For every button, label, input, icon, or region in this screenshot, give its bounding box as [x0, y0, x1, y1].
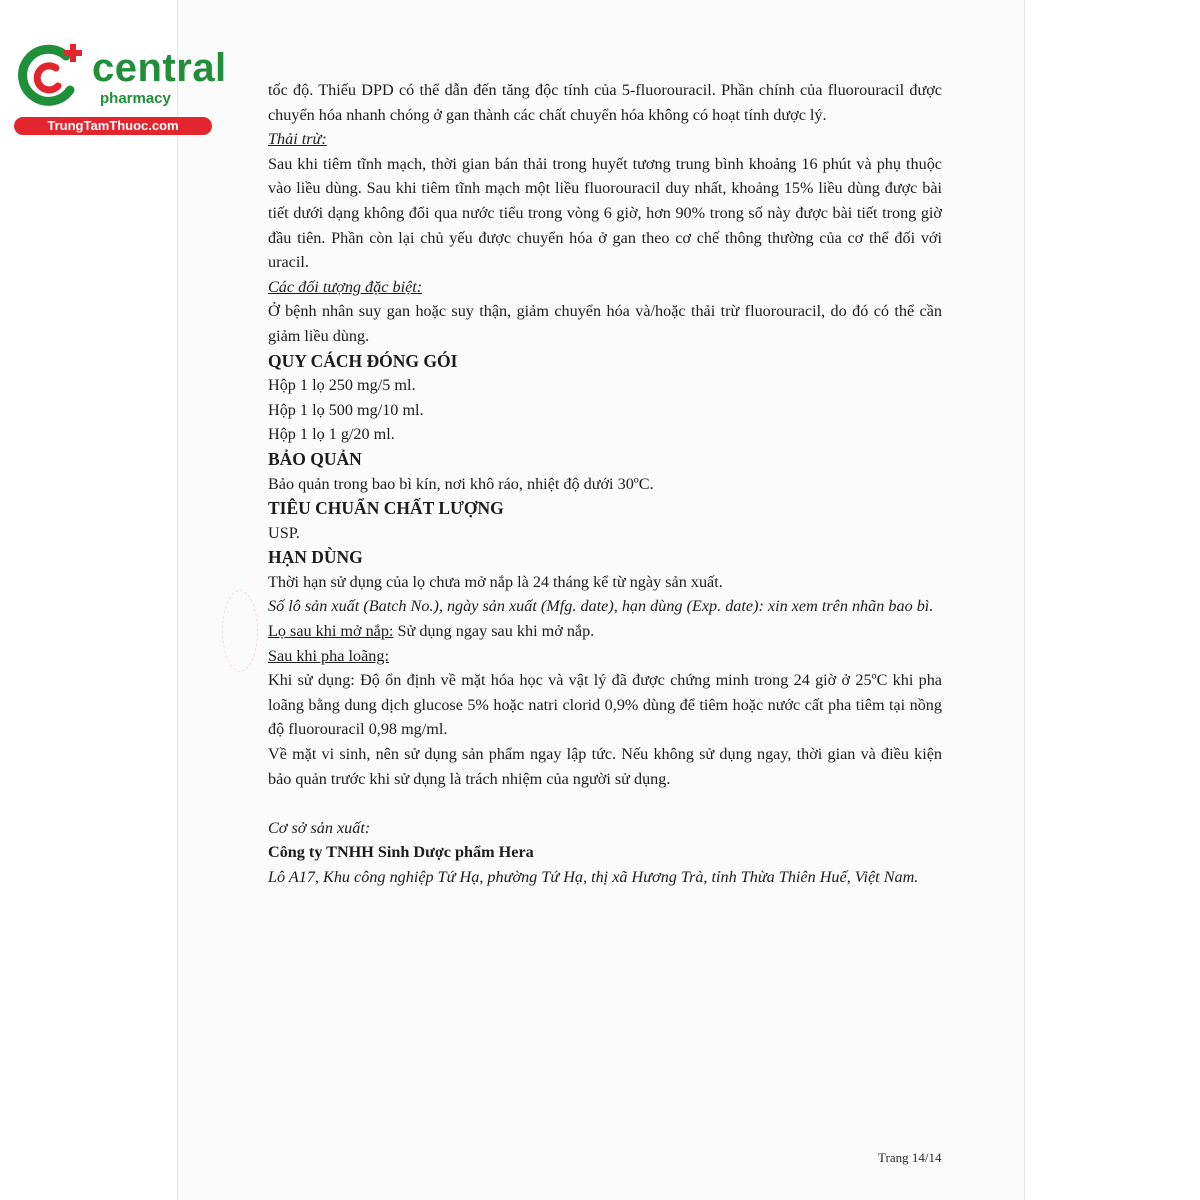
- manufacturer-name: Công ty TNHH Sinh Dược phẩm Hera: [268, 843, 534, 862]
- logo-subtitle: pharmacy: [100, 90, 171, 107]
- expiry-text: Thời hạn sử dụng của lọ chưa mở nắp là 24 tháng kể từ ngày sản xuất.: [268, 572, 723, 591]
- after-opening-line: [268, 619, 942, 644]
- microbiology-paragraph: Về mặt vi sinh, nên sử dụng sản phẩm ngay lập tức. Nếu không sử dụng ngay, thời gian và điều kiện bảo quản trước khi sử dụng là trách nhiệm của người sử dụng.: [268, 745, 942, 788]
- page-number: Trang 14/14: [878, 1150, 942, 1165]
- manufacturer-address: Lô A17, Khu công nghiệp Tứ Hạ, phường Tứ Hạ, thị xã Hương Trà, tỉnh Thừa Thiên Huế, Việt Nam.: [268, 868, 919, 886]
- logo-website-banner: TrungTamThuoc.com: [14, 117, 212, 135]
- storage-text: Bảo quản trong bao bì kín, nơi khô ráo, nhiệt độ dưới 30ºC.: [268, 474, 654, 493]
- packaging-item: Hộp 1 lọ 500 mg/10 ml.: [268, 400, 424, 419]
- logo-name: central: [92, 46, 227, 90]
- manufacturer-label: Cơ sở sản xuất:: [268, 818, 371, 837]
- spacer: [268, 791, 942, 816]
- packaging-heading: QUY CÁCH ĐÓNG GÓI: [268, 350, 458, 371]
- batch-note: Số lô sản xuất (Batch No.), ngày sản xuất (Mfg. date), hạn dùng (Exp. date): xin xem trên nhãn bao bì.: [268, 597, 934, 616]
- expiry-heading: HẠN DÙNG: [268, 547, 363, 568]
- elimination-paragraph: Sau khi tiêm tĩnh mạch, thời gian bán thải trong huyết tương trung bình khoảng 16 phút và phụ thuộc vào liều dùng. Sau khi tiêm tĩnh mạch một liều fluorouracil duy nhất, khoảng 15% liều dùng được bài tiết dưới dạng không đổi qua nước tiểu trong vòng 6 giờ, hơn 90% trong số này được bài tiết trong giờ đầu tiên. Phần còn lại chủ yếu được chuyển hóa ở gan theo cơ chế thông thường của cơ thể đối với uracil.: [268, 154, 942, 272]
- quality-standard-heading: TIÊU CHUẨN CHẤT LƯỢNG: [268, 498, 504, 519]
- after-opening-label: Lọ sau khi mở nắp:: [268, 622, 394, 641]
- special-populations-subheading: Các đối tượng đặc biệt:: [268, 277, 423, 296]
- central-pharmacy-logo[interactable]: [10, 38, 227, 138]
- packaging-item: Hộp 1 lọ 250 mg/5 ml.: [268, 376, 416, 395]
- after-opening-text: Sử dụng ngay sau khi mở nắp.: [393, 622, 595, 641]
- storage-heading: BẢO QUẢN: [268, 448, 362, 469]
- after-dilution-subheading: Sau khi pha loãng:: [268, 646, 389, 665]
- quality-standard-text: USP.: [268, 523, 300, 542]
- special-populations-paragraph: Ở bệnh nhân suy gan hoặc suy thận, giảm chuyển hóa và/hoặc thải trừ fluorouracil, do đó có thể cần giảm liều dùng.: [268, 302, 942, 345]
- packaging-item: Hộp 1 lọ 1 g/20 ml.: [268, 425, 395, 444]
- logo-mark-icon: [10, 38, 90, 118]
- faint-stamp-mark: [222, 590, 258, 672]
- metabolism-paragraph: tốc độ. Thiếu DPD có thể dẫn đến tăng độc tính của 5-fluorouracil. Phần chính của fluorouracil được chuyển hóa nhanh chóng ở gan thành các chất chuyển hóa không có hoạt tính dược lý.: [268, 81, 942, 124]
- after-dilution-paragraph: Khi sử dụng: Độ ổn định về mặt hóa học và vật lý đã được chứng minh trong 24 giờ ở 25ºC khi pha loãng bằng dung dịch glucose 5% hoặc natri clorid 0,9% dùng để tiêm hoặc nước cất pha tiêm tại nồng độ fluorouracil 0,98 mg/ml.: [268, 671, 942, 739]
- elimination-subheading: Thải trừ:: [268, 130, 327, 149]
- document-body: [268, 78, 942, 890]
